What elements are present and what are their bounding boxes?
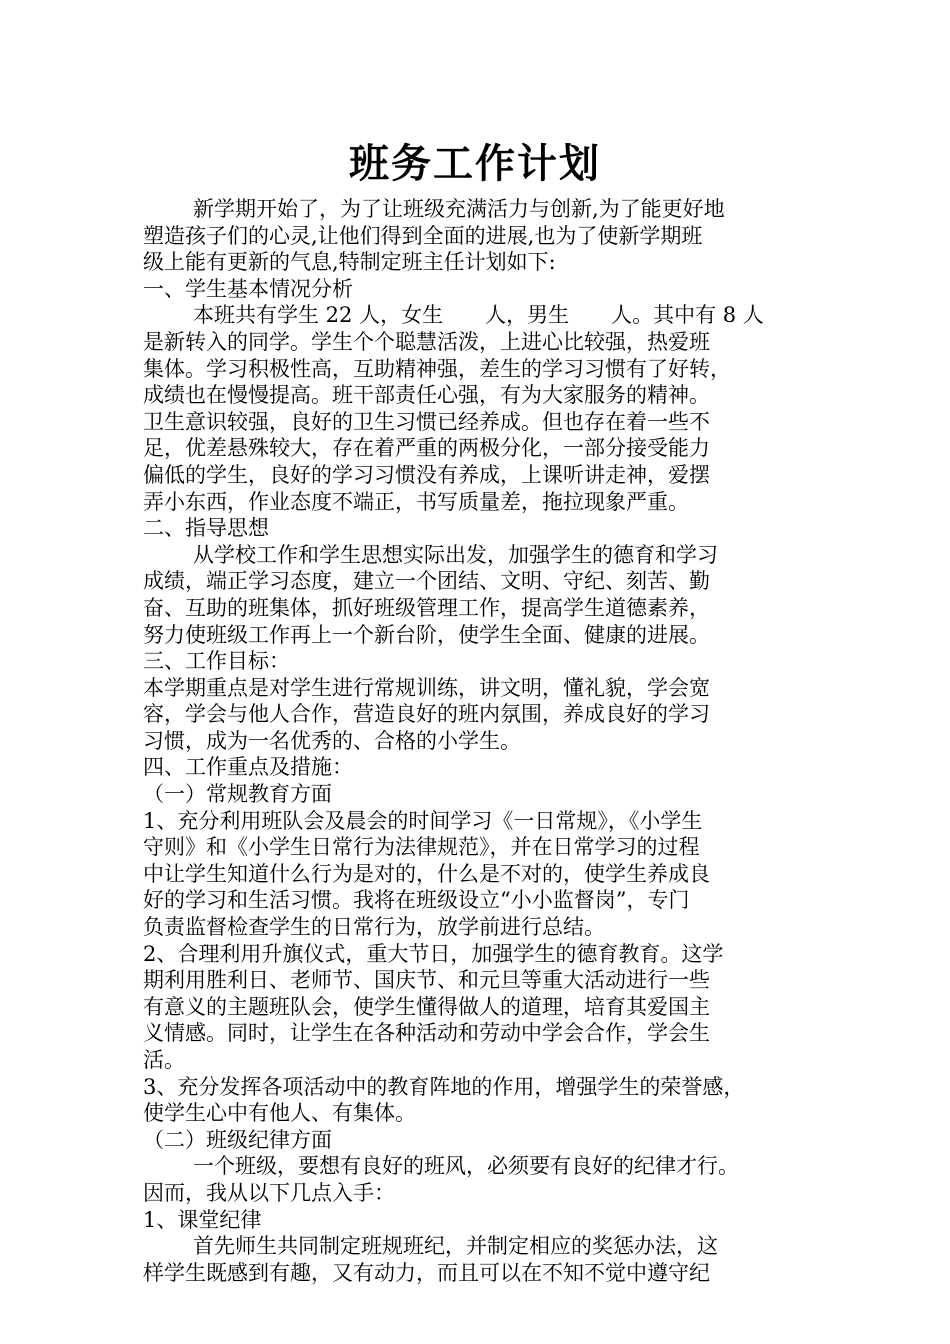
text-line: 努力使班级工作再上一个新台阶，使学生全面、健康的进展。 [143, 622, 710, 647]
text-line: 足，优差悬殊较大，存在着严重的两极分化，一部分接受能力 [143, 436, 710, 461]
text-line: 容，学会与他人合作，营造良好的班内氛围，养成良好的学习 [143, 702, 710, 727]
text-line: 活。 [143, 1048, 185, 1072]
text-line: 四、工作重点及措施： [143, 755, 353, 780]
text-line: 新学期开始了，为了让班级充满活力与创新,为了能更好地 [193, 197, 725, 221]
text-line: 三、工作目标： [143, 649, 290, 674]
text-line: 弄小东西，作业态度不端正，书写质量差，拖拉现象严重。 [143, 489, 689, 514]
text-line: 习惯，成为一名优秀的、合格的小学生。 [143, 728, 521, 753]
text-line: 样学生既感到有趣，又有动力，而且可以在不知不觉中遵守纪 [143, 1260, 710, 1285]
text-line: 守则》和《小学生日常行为法律规范》，并在日常学习的过程 [143, 835, 700, 860]
text-line: 首先师生共同制定班规班纪，并制定相应的奖惩办法，这 [193, 1234, 718, 1259]
text-line: 负责监督检查学生的日常行为，放学前进行总结。 [143, 915, 605, 940]
text-line: 二、指导思想 [143, 516, 269, 541]
document-title: 班务工作计划 [349, 141, 601, 187]
text-line: 塑造孩子们的心灵,让他们得到全面的进展,也为了使新学期班 [143, 223, 703, 248]
text-line: 成绩，端正学习态度，建立一个团结、文明、守纪、刻苦、勤 [143, 569, 710, 594]
text-line: 1、充分利用班队会及晨会的时间学习《一日常规》，《小学生 [143, 808, 703, 833]
text-line: 卫生意识较强，良好的卫生习惯已经养成。但也存在着一些不 [143, 409, 710, 434]
text-line: 中让学生知道什么行为是对的，什么是不对的，使学生养成良 [143, 861, 710, 886]
text-line: 3、充分发挥各项活动中的教育阵地的作用，增强学生的荣誉感， [143, 1074, 745, 1099]
text-line: 本班共有学生 22 人，女生 人，男生 人。其中有 8 人 [193, 303, 764, 328]
text-line: 使学生心中有他人、有集体。 [143, 1101, 416, 1126]
text-line: 义情感。同时，让学生在各种活动和劳动中学会合作，学会生 [143, 1021, 710, 1046]
text-line: 奋、互助的班集体，抓好班级管理工作，提高学生道德素养， [143, 595, 710, 620]
text-line: 2、合理利用升旗仪式，重大节日，加强学生的德育教育。这学 [143, 941, 724, 966]
text-line: 好的学习和生活习惯。我将在班级设立“小小监督岗”，专门 [143, 888, 690, 913]
text-line: 有意义的主题班队会，使学生懂得做人的道理，培育其爱国主 [143, 994, 710, 1019]
text-line: （一）常规教育方面 [143, 782, 332, 807]
text-line: 一个班级，要想有良好的班风，必须要有良好的纪律才行。 [193, 1154, 739, 1179]
text-line: 集体。学习积极性高，互助精神强，差生的学习习惯有了好转， [143, 356, 731, 381]
document-body [143, 196, 833, 1286]
text-line: 期利用胜利日、老师节、国庆节、和元旦等重大活动进行一些 [143, 968, 710, 993]
text-line: （二）班级纪律方面 [143, 1127, 332, 1152]
text-line: 是新转入的同学。学生个个聪慧活泼，上进心比较强，热爱班 [143, 329, 710, 354]
text-line: 一、学生基本情况分析 [143, 276, 353, 301]
text-line: 级上能有更新的气息,特制定班主任计划如下: [143, 250, 556, 275]
text-line: 因而，我从以下几点入手： [143, 1180, 395, 1205]
text-line: 成绩也在慢慢提高。班干部责任心强，有为大家服务的精神。 [143, 383, 710, 408]
text-line: 偏低的学生，良好的学习习惯没有养成，上课听讲走神，爱摆 [143, 462, 710, 487]
text-line: 1、课堂纪律 [143, 1207, 262, 1232]
text-line: 从学校工作和学生思想实际出发，加强学生的德育和学习 [193, 542, 718, 567]
text-line: 本学期重点是对学生进行常规训练，讲文明，懂礼貌，学会宽 [143, 675, 710, 700]
